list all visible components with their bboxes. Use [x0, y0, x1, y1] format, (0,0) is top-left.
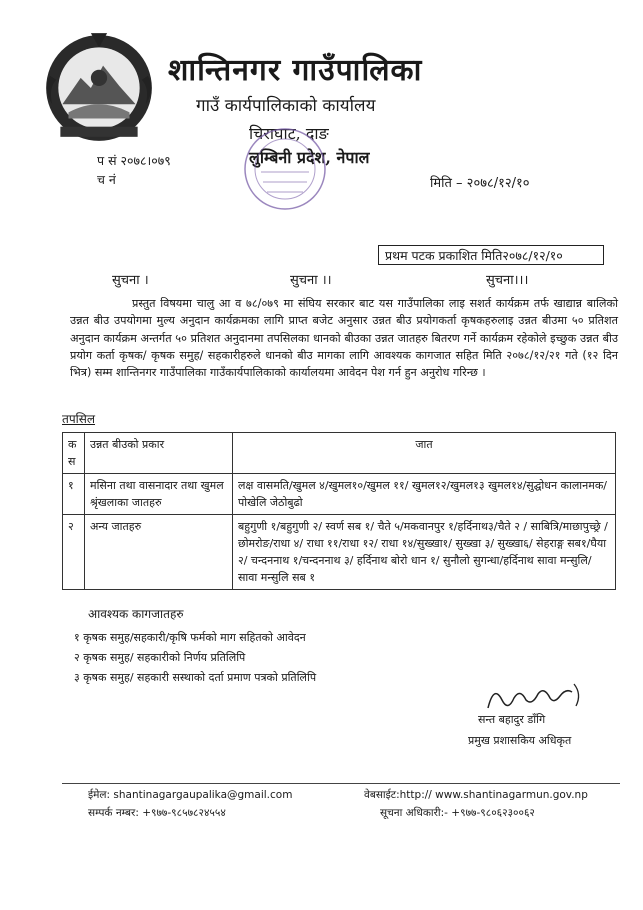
first-published-box: प्रथम पटक प्रकाशित मिति२०७८/१२/१०	[378, 245, 604, 265]
table-row	[63, 515, 616, 590]
signatory-name: सन्त बहादुर डाँगि	[478, 713, 546, 726]
header-serial: क स	[63, 433, 85, 474]
required-doc-item: १ कृषक समुह/सहकारी/कृषि फर्मको माग सहितको आवेदन	[74, 631, 306, 644]
required-doc-item: २ कृषक समुह/ सहकारीको निर्णय प्रतिलिपि	[74, 651, 246, 664]
municipality-title: शान्तिनगर गाउँपालिका	[168, 53, 423, 88]
table-header-row	[63, 433, 616, 474]
row-varieties: बहुगुणी १/बहुगुणी २/ स्वर्ण सब १/ चैते ५/मकवानपुर १/हर्दिनाथ३/चैते २ / साबित्रि/माछापुच्छ्रे /छोमरोङ/राधा ४/ राधा ११/राधा १२/ राधा १४/सुख्खा१/ सुख्खा ३/ सुख्खा६/ सेहराङ्ग सब१/घैया २/ चन्दननाथ १/चन्दननाथ ३/ हर्दिनाथ बोरो धान १/ सुनौलो सुगन्धा/हर्दिनाथ सावा मन्सुलि/सावा मन्सुलि सब १	[233, 515, 616, 590]
row-varieties: लक्ष वासमति/खुमल ४/खुमल१०/खुमल ११/ खुमल१२/खुमल१३ खुमल१४/सुद्घोधन कालानमक/ पोखेलि जेठोबुढो	[233, 474, 616, 515]
office-location: चिराघाट, दाङ	[249, 124, 329, 143]
row-seed-type: अन्य जातहरु	[85, 515, 233, 590]
office-province: लुम्बिनी प्रदेश, नेपाल	[249, 148, 370, 167]
footer-info-officer: सूचना अधिकारी:- +९७७-९८०६२३००६२	[380, 807, 535, 819]
header-varieties: जात	[233, 433, 616, 474]
official-stamp-seal	[243, 124, 327, 214]
issue-date: मिति – २०७८/१२/१०	[430, 176, 530, 191]
footer-website: वेबसाईट:http:// www.shantinagarmun.gov.np	[364, 789, 588, 801]
required-docs-heading: आवश्यक कागजातहरु	[88, 607, 184, 621]
table-row	[63, 474, 616, 515]
notice-body	[70, 295, 618, 381]
header-seed-type: उन्नत बीउको प्रकार	[85, 433, 233, 474]
row-serial: २	[63, 515, 85, 590]
seed-varieties-table	[62, 432, 616, 590]
notice-heading-2: सुचना ।।	[290, 273, 332, 288]
office-name: गाउँ कार्यपालिकाको कार्यालय	[196, 96, 376, 116]
required-doc-item: ३ कृषक समुह/ सहकारी सस्थाको दर्ता प्रमाण पत्रको प्रतिलिपि	[74, 671, 317, 684]
footer-email: ईमेल: shantinagargaupalika@gmail.com	[88, 789, 293, 801]
reference-number: प सं २०७८।०७९	[97, 153, 171, 168]
footer-divider	[62, 783, 620, 784]
notice-heading-1: सुचना ।	[112, 273, 149, 288]
municipality-emblem-logo	[38, 25, 160, 147]
schedule-label: तपसिल	[62, 412, 96, 426]
dispatch-number: च नं	[97, 172, 116, 187]
row-seed-type: मसिना तथा वासनादार तथा खुमल श्रृंखलाका जातहरु	[85, 474, 233, 515]
footer-phone: सम्पर्क नम्बर: +९७७-९८५७८२४५५४	[88, 807, 226, 819]
notice-heading-3: सुचना।।।	[486, 273, 529, 288]
row-serial: १	[63, 474, 85, 515]
signatory-title: प्रमुख प्रशासकिय अधिकृत	[468, 734, 572, 747]
notice-paragraph: प्रस्तुत विषयमा चालु आ व ७८/०७९ मा संघिय सरकार बाट यस गाउँपालिका लाइ सशर्त कार्यक्रम तर्फ खाद्यान्न बालिको उन्नत बीउ उपयोगमा मुल्य अनुदान कार्यक्रमका लागि प्राप्त बजेट अनुसार उन्नत बीउ प्रयोगकर्ता कृषकहरुलाइ उन्नत बीउमा ५० प्रतिशत अनुदान कार्यक्रम अन्तर्गत ५० प्रतिशत अनुदानमा तपसिलका धानको बीउका उन्नत जातहरु बितरण गर्ने कार्यक्रम रहेकोले इच्छुक उन्नत बीउ प्रयोग कर्ता कृषक/ कृषक समुह/ सहकारीहरुले धानको बीउ मागका लागि आवश्यक कागजात सहित मिति २०७८/१२/२१ गते (१२ दिन भित्र) सम्म शान्तिनगर गाउँपालिका गाउँकार्यपालिकाको कार्यालयमा आवेदन पेश गर्न हुन अनुरोध गरिन्छ ।	[70, 297, 618, 380]
